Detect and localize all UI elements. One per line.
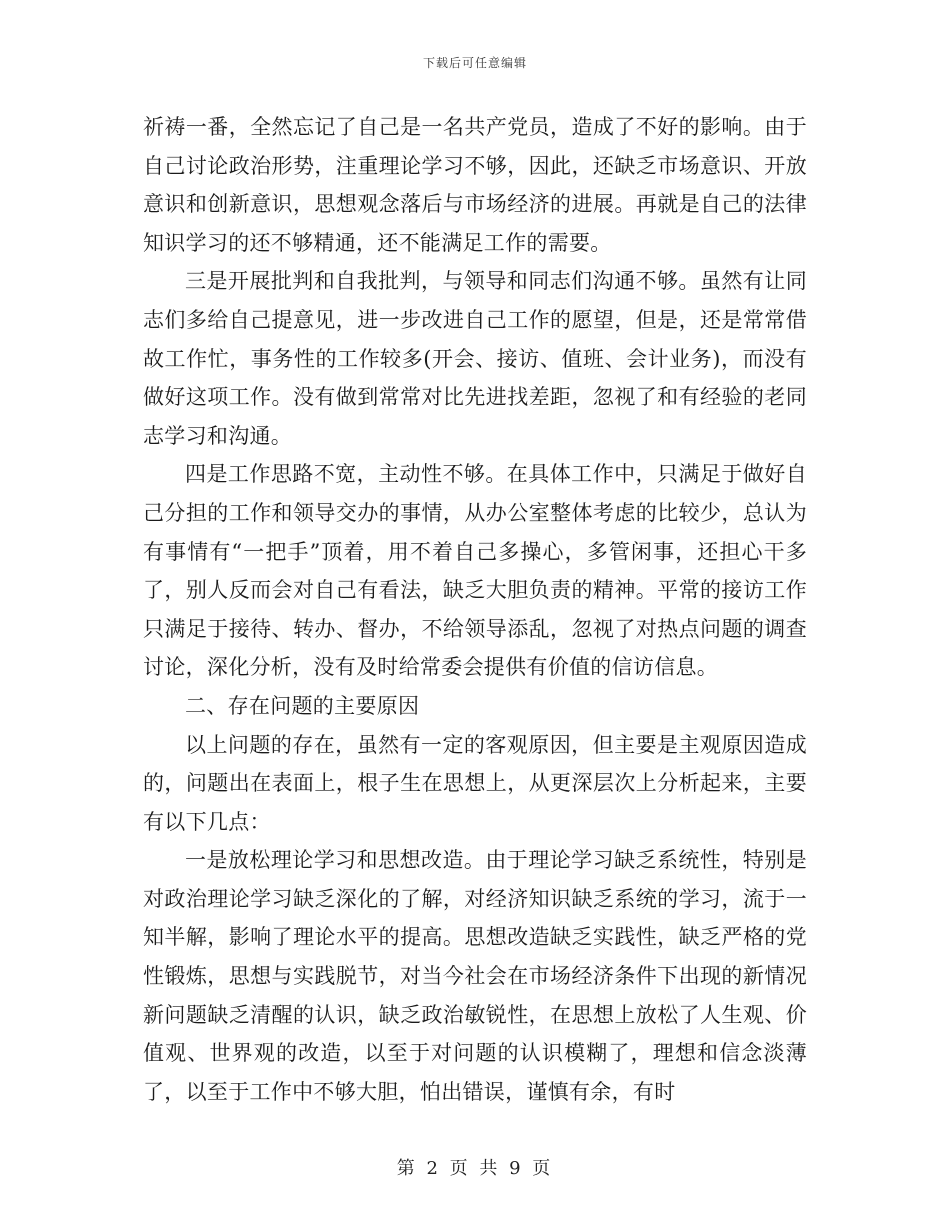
document-body	[143, 108, 807, 1111]
paragraph-point-three: 三是开展批判和自我批判，与领导和同志们沟通不够。虽然有让同志们多给自己提意见，进一步改进自己工作的愿望，但是，还是常常借故工作忙，事务性的工作较多(开会、接访、值班、会计业务)，而没有做好这项工作。没有做到常常对比先进找差距，忽视了和有经验的老同志学习和沟通。	[143, 269, 807, 448]
section-heading: 二、存在问题的主要原因	[185, 693, 420, 718]
paragraph-continuation: 祈祷一番，全然忘记了自己是一名共产党员，造成了不好的影响。由于自己讨论政治形势，注重理论学习不够，因此，还缺乏市场意识、开放意识和创新意识，思想观念落后与市场经济的进展。再就是自己的法律知识学习的还不够精通，还不能满足工作的需要。	[143, 115, 807, 255]
paragraph-intro: 以上问题的存在，虽然有一定的客观原因，但主要是主观原因造成的，问题出在表面上，根子生在思想上，从更深层次上分析起来，主要有以下几点：	[143, 732, 807, 834]
page-number: 第 2 页 共 9 页	[396, 1158, 554, 1179]
paragraph-point-one: 一是放松理论学习和思想改造。由于理论学习缺乏系统性，特别是对政治理论学习缺乏深化的了解，对经济知识缺乏系统的学习，流于一知半解，影响了理论水平的提高。思想改造缺乏实践性，缺乏严格的党性锻炼，思想与实践脱节，对当今社会在市场经济条件下出现的新情况新问题缺乏清醒的认识，缺乏政治敏锐性，在思想上放松了人生观、价值观、世界观的改造，以至于对问题的认识模糊了，理想和信念淡薄了，以至于工作中不够大胆，怕出错误，谨慎有余，有时	[143, 848, 807, 1104]
paragraph-point-four: 四是工作思路不宽，主动性不够。在具体工作中，只满足于做好自己分担的工作和领导交办的事情，从办公室整体考虑的比较少，总认为有事情有“一把手”顶着，用不着自己多操心，多管闲事，还担心干多了，别人反而会对自己有看法，缺乏大胆负责的精神。平常的接访工作只满足于接待、转办、督办，不给领导添乱，忽视了对热点问题的调查讨论，深化分析，没有及时给常委会提供有价值的信访信息。	[143, 462, 807, 680]
page-header: 下载后可任意编辑	[422, 56, 527, 70]
